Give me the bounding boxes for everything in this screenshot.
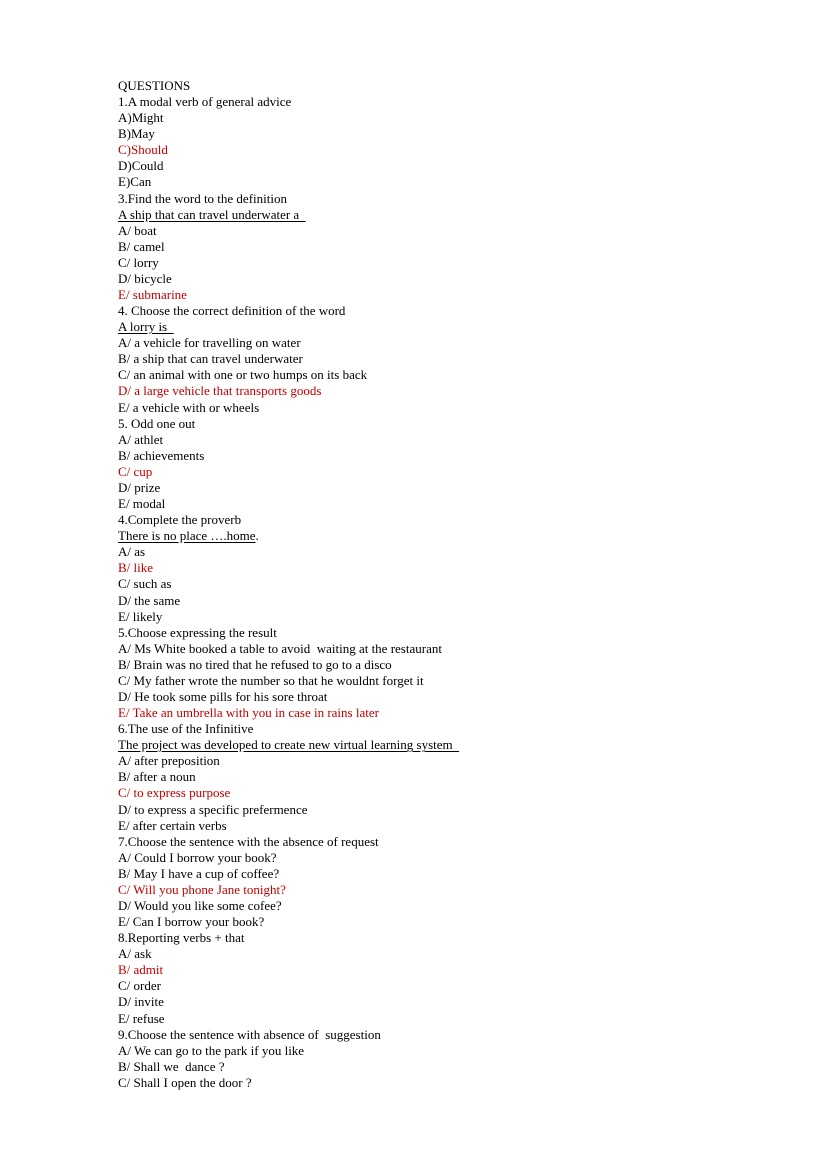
correct-option [118, 785, 768, 801]
answer-option [118, 174, 768, 190]
page-heading [118, 78, 768, 94]
answer-option [118, 994, 768, 1010]
answer-option-text: A/ a vehicle for travelling on water [118, 335, 301, 351]
answer-option [118, 1075, 768, 1091]
question-line-text: 4.Complete the proverb [118, 512, 242, 528]
answer-option-text: A/ Ms White booked a table to avoid waiting at the restaurant [118, 640, 442, 656]
page-heading-text: QUESTIONS [118, 78, 191, 93]
answer-option-text: D/ He took some pills for his sore throat [118, 688, 328, 704]
correct-option-text: B/ like [118, 560, 154, 576]
answer-option-text: A/ Could I borrow your book? [118, 849, 277, 865]
answer-option-text: B)May [118, 126, 155, 142]
answer-option-text: E/ likely [118, 608, 163, 624]
correct-option-text: C/ Will you phone Jane tonight? [118, 881, 286, 897]
answer-option-text: C/ Shall I open the door ? [118, 1074, 252, 1090]
answer-option [118, 673, 768, 689]
answer-option-text: E/ refuse [118, 1010, 165, 1026]
question-line-text: 7.Choose the sentence with the absence of request [118, 833, 379, 849]
question-line [118, 1027, 768, 1043]
correct-option-text: C/ cup [118, 463, 153, 479]
question-prompt-text: There is no place ….home [118, 528, 256, 544]
question-line [118, 625, 768, 641]
question-line-text: 8.Reporting verbs + that [118, 930, 245, 946]
answer-option [118, 480, 768, 496]
answer-option [118, 641, 768, 657]
answer-option-text: E/ modal [118, 496, 166, 512]
answer-option [118, 689, 768, 705]
answer-option [118, 802, 768, 818]
answer-option-text: C/ an animal with one or two humps on its back [118, 367, 368, 383]
correct-option [118, 142, 768, 158]
question-line-text: 9.Choose the sentence with absence of suggestion [118, 1026, 381, 1042]
question-line [118, 191, 768, 207]
correct-option [118, 962, 768, 978]
answer-option-text: E/ after certain verbs [118, 817, 227, 833]
answer-option [118, 593, 768, 609]
question-line-text: 1.A modal verb of general advice [118, 94, 292, 110]
question-prompt [118, 737, 768, 753]
answer-option-text: A/ ask [118, 946, 152, 962]
answer-option-text: A/ We can go to the park if you like [118, 1042, 305, 1058]
answer-option-text: B/ Shall we dance ? [118, 1058, 225, 1074]
question-line [118, 94, 768, 110]
question-line [118, 416, 768, 432]
answer-option [118, 769, 768, 785]
question-prompt [118, 207, 768, 223]
question-line-text: 5.Choose expressing the result [118, 624, 277, 640]
answer-option-text: D/ prize [118, 479, 161, 495]
answer-option [118, 223, 768, 239]
answer-option-text: B/ camel [118, 238, 165, 254]
answer-option [118, 110, 768, 126]
answer-option-text: A/ after preposition [118, 753, 220, 769]
answer-option-text: D/ bicycle [118, 270, 172, 286]
answer-option [118, 609, 768, 625]
answer-option [118, 351, 768, 367]
answer-option-text: D/ invite [118, 994, 164, 1010]
answer-option-text: A)Might [118, 110, 164, 126]
answer-option-text: A/ athlet [118, 431, 164, 447]
answer-option-text: C/ such as [118, 576, 172, 592]
answer-option-text: C/ My father wrote the number so that he wouldnt forget it [118, 672, 424, 688]
correct-option-text: E/ submarine [118, 287, 187, 303]
question-line [118, 303, 768, 319]
answer-option-text: B/ achievements [118, 447, 205, 463]
answer-option [118, 239, 768, 255]
question-line [118, 834, 768, 850]
answer-option [118, 126, 768, 142]
answer-option [118, 496, 768, 512]
answer-option-text: D/ Would you like some cofee? [118, 897, 282, 913]
answer-option-text: A/ boat [118, 222, 157, 238]
answer-option [118, 432, 768, 448]
answer-option-text: B/ a ship that can travel underwater [118, 351, 303, 367]
answer-option-text: C/ order [118, 978, 161, 994]
answer-option [118, 978, 768, 994]
correct-option [118, 383, 768, 399]
correct-option-text: D/ a large vehicle that transports goods [118, 383, 322, 399]
answer-option-text: B/ after a noun [118, 769, 196, 785]
correct-option [118, 464, 768, 480]
answer-option-text: E)Can [118, 174, 152, 190]
answer-option-text: B/ Brain was no tired that he refused to go to a disco [118, 656, 392, 672]
document-body [118, 78, 768, 1091]
question-line-text: 3.Find the word to the definition [118, 190, 287, 206]
question-line [118, 930, 768, 946]
answer-option [118, 544, 768, 560]
answer-option [118, 657, 768, 673]
answer-option [118, 850, 768, 866]
question-prompt [118, 319, 768, 335]
answer-option [118, 753, 768, 769]
answer-option [118, 1011, 768, 1027]
answer-option [118, 367, 768, 383]
answer-option [118, 448, 768, 464]
answer-option-text: B/ May I have a cup of coffee? [118, 865, 280, 881]
answer-option-text: E/ Can I borrow your book? [118, 914, 265, 930]
correct-option [118, 705, 768, 721]
answer-option [118, 898, 768, 914]
correct-option [118, 882, 768, 898]
answer-option [118, 1043, 768, 1059]
question-line [118, 721, 768, 737]
answer-option [118, 576, 768, 592]
answer-option [118, 255, 768, 271]
answer-option-text: A/ as [118, 544, 146, 560]
question-prompt-text: The project was developed to create new virtual learning system [118, 737, 460, 753]
answer-option-text: C/ lorry [118, 254, 159, 270]
answer-option-text: D/ to express a specific prefermence [118, 801, 308, 817]
answer-option [118, 335, 768, 351]
answer-option [118, 946, 768, 962]
answer-option [118, 400, 768, 416]
correct-option-text: C)Should [118, 142, 168, 158]
correct-option-text: E/ Take an umbrella with you in case in rains later [118, 705, 379, 721]
question-line [118, 512, 768, 528]
question-line-text: 6.The use of the Infinitive [118, 721, 254, 737]
answer-option [118, 914, 768, 930]
correct-option [118, 287, 768, 303]
question-line-text: 4. Choose the correct definition of the word [118, 303, 346, 319]
question-prompt-text: A ship that can travel underwater a [118, 206, 306, 222]
answer-option-text: D/ the same [118, 592, 181, 608]
answer-option-text: E/ a vehicle with or wheels [118, 399, 260, 415]
correct-option-text: C/ to express purpose [118, 785, 231, 801]
correct-option-text: B/ admit [118, 962, 164, 978]
answer-option [118, 818, 768, 834]
answer-option [118, 1059, 768, 1075]
answer-option-text: D)Could [118, 158, 164, 174]
answer-option [118, 866, 768, 882]
question-prompt [118, 528, 768, 544]
answer-option [118, 158, 768, 174]
question-prompt-text: A lorry is [118, 319, 174, 335]
line-suffix: . [255, 528, 259, 544]
answer-option [118, 271, 768, 287]
correct-option [118, 560, 768, 576]
question-line-text: 5. Odd one out [118, 415, 196, 431]
